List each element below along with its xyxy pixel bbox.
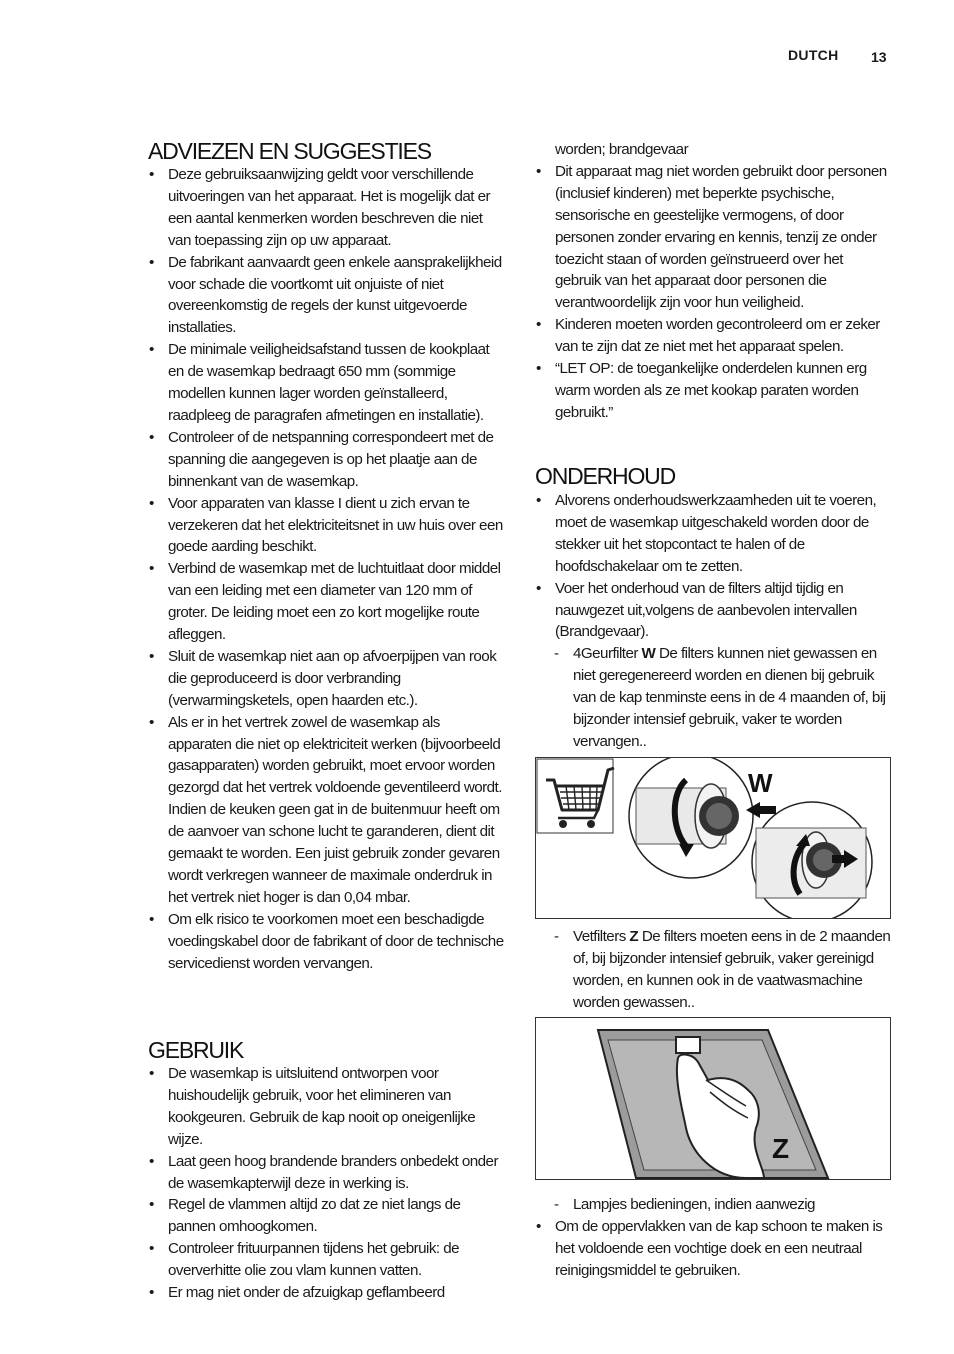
odor-filter-ref: W: [641, 645, 656, 663]
gebruik-list-continued: [535, 139, 891, 424]
section-title-adviezen: ADVIEZEN EN SUGGESTIES: [148, 138, 431, 164]
list-item: • Regel de vlammen altijd zo dat ze niet langs de pannen omhoogkomen.: [148, 1194, 504, 1238]
grease-filter-list: [535, 926, 891, 1014]
grease-filter-ref: Z: [629, 928, 639, 945]
list-item: • Deze gebruiksaanwijzing geldt voor verschillende uitvoeringen van het apparaat. Het is mogelijk dat er een aantal kenmerken worden beschreven die niet van toepassing zijn op uw apparaat.: [148, 164, 504, 252]
filter-label-w: W: [748, 768, 773, 798]
list-item: • Er mag niet onder de afzuigkap geflambeerd: [148, 1282, 504, 1304]
list-item: • Voer het onderhoud van de filters altijd tijdig en nauwgezet uit,volgens de aanbevolen intervallen (Brandgevaar).: [535, 578, 891, 644]
section-title-gebruik: GEBRUIK: [148, 1037, 244, 1063]
list-item: • Sluit de wasemkap niet aan op afvoerpijpen van rook die geproduceerd is door verbranding (verwarmingsketels, open haarden etc.).: [148, 646, 504, 712]
list-item: • De minimale veiligheidsafstand tussen de kookplaat en de wasemkap bedraagt 650 mm (sommige modellen kunnen lager worden geïnstalleerd, raadpleeg de paragrafen afmetingen en installatie).: [148, 339, 504, 427]
odor-filter-text: De filters kunnen niet gewassen en niet geregenereerd worden en dienen bij gebruik van de kap tenminste eens in de 4 maanden of, bij bijzonder intensief gebruik, vaker te worden vervangen..: [573, 645, 886, 750]
grease-filter-text: De filters moeten eens in de 2 maanden of, bij bijzonder intensief gebruik, vaker gereinigd worden, en kunnen ook in de vaatwasmachine worden gewassen..: [573, 928, 891, 1011]
odor-filter-illustration: [535, 757, 891, 919]
list-item: • De wasemkap is uitsluitend ontworpen voor huishoudelijk gebruik, voor het elimineren van kookgeuren. Gebruik de kap nooit op oneigenlijke wijze.: [148, 1063, 504, 1151]
adviezen-list: [148, 164, 504, 975]
odor-filter-prefix: 4Geurfilter: [573, 645, 642, 663]
lamps-item: - Lampjes bedieningen, indien aanwezig: [535, 1194, 891, 1216]
onderhoud-final-list: [535, 1194, 891, 1282]
list-item: • Als er in het vertrek zowel de wasemkap als apparaten die niet op elektriciteit werken (bijvoorbeeld gasapparaten) worden gebruikt, moet ervoor worden gezorgd dat het vertrek voldoende geventileerd wordt. Indien de keuken geen gat in de buitenmuur heeft om de aanvoer van schone lucht te garanderen, dient dit gemaakt te worden. Een juist gebruik zonder gevaren wordt verkregen wanneer de maximale onderdruk in het vertrek niet hoger is dan 0,04 mbar.: [148, 712, 504, 909]
section-title-onderhoud: ONDERHOUD: [535, 463, 675, 489]
list-item: • Verbind de wasemkap met de luchtuitlaat door middel van een leiding met een diameter van 120 mm of groter. De leiding moet een zo kort mogelijke route afleggen.: [148, 558, 504, 646]
grease-filter-item: [535, 926, 891, 1014]
grease-filter-illustration: [535, 1017, 891, 1180]
shopping-cart-icon: [537, 759, 614, 833]
odor-filter-item: [535, 643, 891, 753]
filter-label-z: Z: [772, 1133, 790, 1164]
list-item: • Kinderen moeten worden gecontroleerd om er zeker van te zijn dat ze niet met het apparaat spelen.: [535, 314, 891, 358]
grease-filter-prefix: Vetfilters: [573, 928, 630, 945]
list-item: • Controleer of de netspanning correspondeert met de spanning die aangegeven is op het plaatje aan de binnenkant van de wasemkap.: [148, 427, 504, 493]
list-item: • Voor apparaten van klasse I dient u zich ervan te verzekeren dat het elektriciteitsnet in uw huis over een goede aarding beschikt.: [148, 493, 504, 559]
list-item-continuation: worden; brandgevaar: [555, 141, 689, 158]
list-item: • Laat geen hoog brandende branders onbedekt onder de wasemkapterwijl deze in werking is.: [148, 1151, 504, 1195]
list-item: • Controleer frituurpannen tijdens het gebruik: de oververhitte olie zou vlam kunnen vatten.: [148, 1238, 504, 1282]
list-item: • De fabrikant aanvaardt geen enkele aansprakelijkheid voor schade die voortkomt uit onjuiste of niet overeenkomstig de regels der kunst uitgevoerde installaties.: [148, 252, 504, 340]
list-item: • Om de oppervlakken van de kap schoon te maken is het voldoende een vochtige doek en een neutraal reinigingsmiddel te gebruiken.: [535, 1216, 891, 1282]
list-item: • “LET OP: de toegankelijke onderdelen kunnen erg warm worden als ze met kookap paraten worden gebruikt.”: [535, 358, 891, 424]
page-number: 13: [871, 49, 887, 65]
header-language: DUTCH: [788, 47, 839, 63]
list-item: • Alvorens onderhoudswerkzaamheden uit te voeren, moet de wasemkap uitgeschakeld worden door de stekker uit het stopcontact te halen of de hoofdschakelaar om te zetten.: [535, 490, 891, 578]
list-item: • Dit apparaat mag niet worden gebruikt door personen (inclusief kinderen) met beperkte psychische, sensorische en geestelijke vermogens, of door personen zonder ervaring en kennis, tenzij ze onder toezicht staan of worden geïnstrueerd over het gebruik van het apparaat door personen die verantwoordelijk zijn voor hun veiligheid.: [535, 161, 891, 314]
gebruik-list: [148, 1063, 504, 1304]
list-item: • Om elk risico te voorkomen moet een beschadigde voedingskabel door de fabrikant of door de technische servicedienst worden vervangen.: [148, 909, 504, 975]
onderhoud-list: [535, 490, 891, 753]
